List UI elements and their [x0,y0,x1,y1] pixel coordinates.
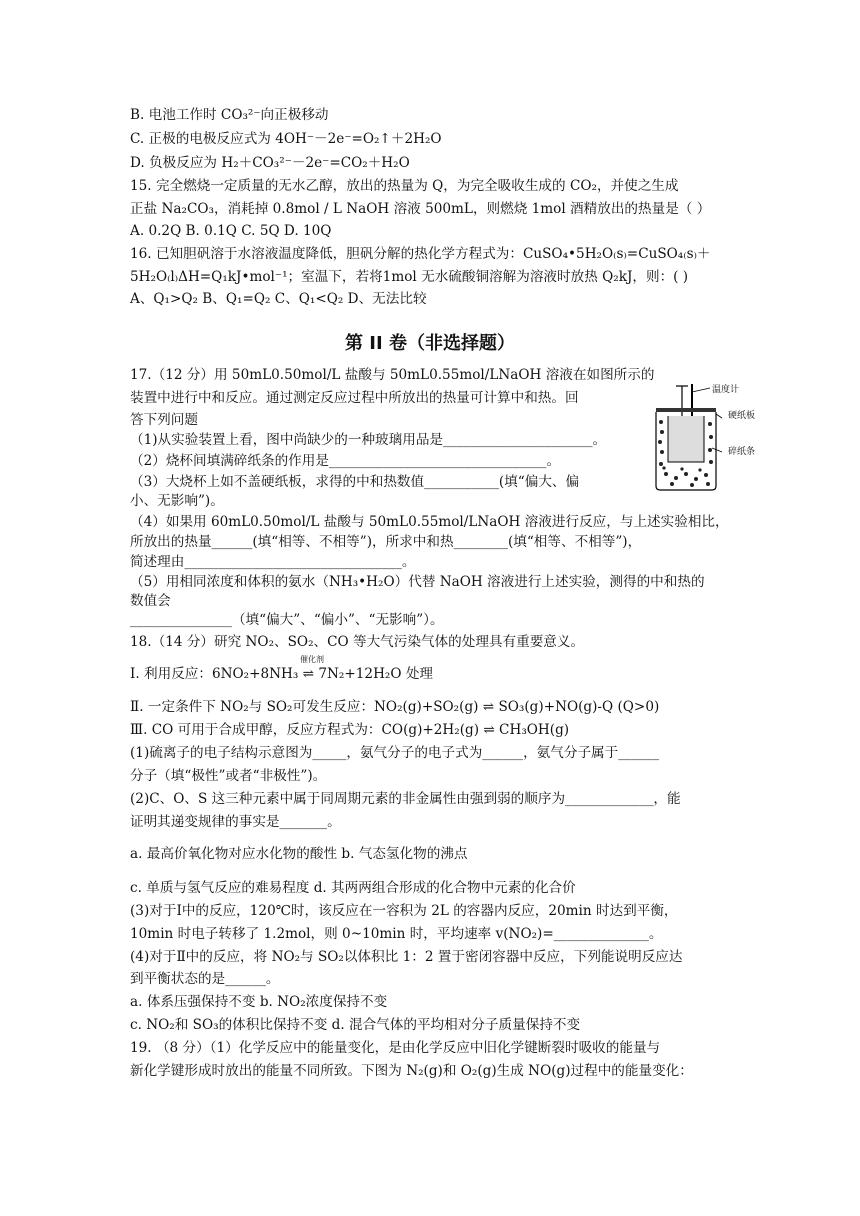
question-19-line1: 19. （8 分）（1）化学反应中的能量变化，是由化学反应中旧化学键断裂时吸收的能量与 [130,1040,661,1056]
question-18-reaction-1: Ⅰ. 利用反应：6NO₂+8NH₃ ⇌ 7N₂+12H₂O 处理 [130,666,434,682]
option-d-line: D. 负极反应为 H₂＋CO₃²⁻－2e⁻=CO₂＋H₂O [130,155,410,171]
question-16-options: A、Q₁>Q₂ B、Q₁=Q₂ C、Q₁<Q₂ D、无法比较 [130,291,427,307]
question-16-line1: 16. 已知胆矾溶于水溶液温度降低，胆矾分解的热化学方程式为：CuSO₄•5H₂O₍s₎=CuSO₄₍s₎＋ [130,246,711,262]
calorimeter-figure [652,382,740,492]
question-18-part4-options-cd: c. NO₂和 SO₃的体积比保持不变 d. 混合气体的平均相对分子质量保持不变 [130,1017,581,1033]
question-17-part4: （4）如果用 60mL0.50mol/L 盐酸与 50mL0.55mol/LNaOH 溶液进行反应，与上述实验相比， [130,514,729,530]
question-16-line2: 5H₂O₍l₎ΔH=Q₁kJ•mol⁻¹；室温下，若将1mol 无水硫酸铜溶解为溶液时放热 Q₂kJ，则：( ) [130,269,689,285]
option-c-line: C. 正极的电极反应式为 4OH⁻－2e⁻=O₂↑＋2H₂O [130,131,442,147]
question-18-part4-options-ab: a. 体系压强保持不变 b. NO₂浓度保持不变 [130,994,388,1010]
catalyst-label: 催化剂 [300,655,324,664]
section-title: 第 II 卷（非选择题） [345,333,515,354]
question-18-part3: (3)对于Ⅰ中的反应，120℃时，该反应在一容积为 2L 的容器内反应，20min 时达到平衡， [130,903,678,919]
question-18-part2: (2)C、O、S 这三种元素中属于同周期元素的非金属性由强到弱的顺序为_____________，能 [130,791,681,807]
question-15-line2: 正盐 Na₂CO₃，消耗掉 0.8mol / L NaOH 溶液 500mL，则燃烧 1mol 酒精放出的热量是（ ） [130,201,711,217]
question-17-part5: （5）用相同浓度和体积的氨水（NH₃•H₂O）代替 NaOH 溶液进行上述实验，测得的中和热的 [130,574,705,590]
question-17-part3: （3）大烧杯上如不盖硬纸板，求得的中和热数值___________(填“偏大、偏 [130,474,580,490]
label-board: 硬纸板 [728,411,756,421]
question-17-part5-blank: _______________（填“偏大”、“偏小”、“无影响”）。 [130,612,444,628]
question-18-line1: 18.（14 分）研究 NO₂、SO₂、CO 等大气污染气体的处理具有重要意义。 [130,634,585,650]
question-17-line1: 17.（12 分）用 50mL0.50mol/L 盐酸与 50mL0.55mol/LNaOH 溶液在如图所示的 [130,367,655,383]
question-18-part3-cont: 10min 时电子转移了 1.2mol，则 0~10min 时，平均速率 v(NO₂)=______________。 [130,926,663,942]
question-18-reaction-2: Ⅱ. 一定条件下 NO₂与 SO₂可发生反应：NO₂(g)+SO₂(g) ⇌ SO₃(g)+NO(g)-Q (Q>0) [130,699,660,715]
question-17-part2: （2）烧杯间填满碎纸条的作用是________________________________。 [130,453,561,469]
label-paper-strips: 碎纸条 [728,447,756,457]
question-17-part4-reason: 简述理由________________________________。 [130,554,416,570]
question-17-line2: 装置中进行中和反应。通过测定反应过程中所放出的热量可计算中和热。回 [130,390,579,406]
question-18-part1: (1)硫离子的电子结构示意图为_____，氨气分子的电子式为______，氨气分子属于______ [130,745,660,761]
question-17-part5-cont: 数值会 [130,593,171,609]
question-17-part3-cont: 小、无影响”)。 [130,493,224,509]
question-18-part4-cont: 到平衡状态的是______。 [130,971,280,987]
question-18-options-ab: a. 最高价氧化物对应水化物的酸性 b. 气态氢化物的沸点 [130,846,468,862]
question-18-options-cd: c. 单质与氢气反应的难易程度 d. 其两两组合形成的化合物中元素的化合价 [130,880,576,896]
question-19-line2: 新化学键形成时放出的能量不同所致。下图为 N₂(g)和 O₂(g)生成 NO(g)过程中的能量变化： [130,1063,693,1079]
label-thermometer: 温度计 [712,385,740,395]
question-17-part1: （1)从实验装置上看，图中尚缺少的一种玻璃用品是______________________。 [130,432,607,448]
question-18-reaction-3: Ⅲ. CO 可用于合成甲醇，反应方程式为：CO(g)+2H₂(g) ⇌ CH₃OH(g) [130,722,570,738]
question-15-line1: 15. 完全燃烧一定质量的无水乙醇，放出的热量为 Q，为完全吸收生成的 CO₂，并使之生成 [130,178,679,194]
question-17-part4-cont: 所放出的热量______(填“相等、不相等”)，所求中和热________(填“相等、不相等”)， [130,534,642,550]
option-b-line: B. 电池工作时 CO₃²⁻向正极移动 [130,107,329,123]
question-18-part4: (4)对于Ⅱ中的反应，将 NO₂与 SO₂以体积比 1：2 置于密闭容器中反应，下列能说明反应达 [130,949,683,965]
question-18-part1-cont: 分子（填“极性”或者“非极性”)。 [130,768,327,784]
question-15-options: A. 0.2Q B. 0.1Q C. 5Q D. 10Q [130,223,332,239]
question-18-part2-cont: 证明其递变规律的事实是_______。 [130,814,341,830]
question-17-line3: 答下列问题 [130,412,198,428]
